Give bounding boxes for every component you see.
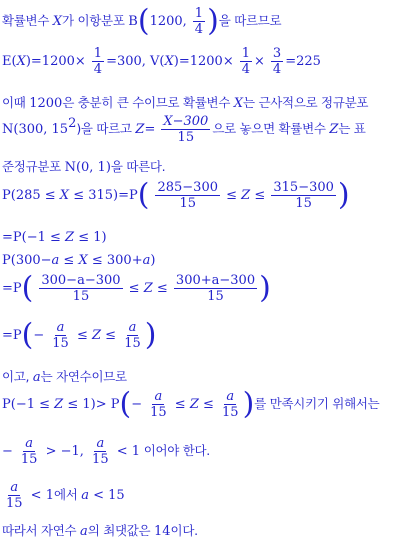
denominator: 15 xyxy=(222,405,239,420)
line-prob-standardized-a xyxy=(2,270,271,306)
text: ≤ 1)> P xyxy=(63,397,120,413)
fraction xyxy=(220,389,241,420)
denominator: 4 xyxy=(93,62,103,77)
line-standardization xyxy=(2,114,366,145)
variable-z: Z xyxy=(143,281,153,297)
variable-z: Z xyxy=(91,328,102,344)
numerator: 1 xyxy=(93,46,103,61)
fraction xyxy=(50,320,71,351)
text: 확률변수 xyxy=(2,13,53,29)
text: 에서 xyxy=(53,487,82,503)
text: 은 충분히 큰 수이므로 확률변수 xyxy=(62,95,234,110)
text: < 15 xyxy=(88,488,125,504)
fraction xyxy=(4,480,25,511)
denominator: 15 xyxy=(179,196,196,211)
numerator: X−300 xyxy=(163,114,209,129)
denominator: 15 xyxy=(92,452,109,467)
fraction xyxy=(148,389,169,420)
text: × xyxy=(254,54,265,70)
text: < 1 xyxy=(112,444,141,460)
fraction xyxy=(90,436,111,467)
denominator: 15 xyxy=(52,336,69,351)
text: 를 만족시키기 위해서는 xyxy=(254,396,380,412)
superscript: 2 xyxy=(68,115,77,131)
text: =P xyxy=(2,281,22,297)
text: ≤ 1) xyxy=(74,230,107,245)
numerator: 300−a−300 xyxy=(41,273,121,288)
numerator: a xyxy=(10,480,19,495)
text: − xyxy=(2,444,13,460)
text: 는 자연수이므로 xyxy=(40,369,127,384)
variable-z: Z xyxy=(329,122,339,138)
denominator: 15 xyxy=(20,452,38,467)
text: ≤ xyxy=(72,328,92,344)
text: N(300, 15 xyxy=(2,122,69,138)
line-a-natural xyxy=(2,367,127,386)
variable-a: a xyxy=(142,253,151,268)
text: ) xyxy=(150,253,156,268)
text: ≤ xyxy=(101,328,121,344)
text: ≤ 315)=P xyxy=(69,188,138,204)
line-a-less-15 xyxy=(2,480,125,511)
left-paren: ( xyxy=(21,317,34,353)
text: ≤ xyxy=(124,281,144,297)
variable-z: Z xyxy=(241,188,251,204)
text: B xyxy=(128,14,138,30)
denominator: 15 xyxy=(295,196,312,211)
text: ≤ xyxy=(152,281,172,297)
left-paren: ( xyxy=(137,177,150,213)
numerator: 1 xyxy=(241,46,250,61)
denominator: 4 xyxy=(194,22,204,37)
numerator: 300+a−300 xyxy=(175,273,256,288)
variable-x: X xyxy=(16,54,26,70)
variable-x: X xyxy=(59,188,70,204)
numerator: 315−300 xyxy=(273,180,334,195)
denominator: 15 xyxy=(124,336,141,351)
variable-z: Z xyxy=(65,230,75,245)
line-prob-a-range xyxy=(2,251,155,269)
denominator: 4 xyxy=(241,62,250,77)
text: 준정규분포 xyxy=(2,159,65,174)
line-inequality-condition xyxy=(2,386,380,422)
fraction xyxy=(92,46,104,77)
fraction xyxy=(193,6,205,37)
fraction xyxy=(240,46,252,77)
line-prob-a-over-15 xyxy=(2,317,157,353)
variable-a: a xyxy=(81,488,89,504)
denominator: 15 xyxy=(177,130,195,145)
text: = xyxy=(144,122,156,138)
numerator: 1 xyxy=(194,6,204,21)
right-paren: ) xyxy=(242,386,255,422)
right-paren: ) xyxy=(207,3,219,39)
text: )을 따르고 xyxy=(76,121,136,137)
denominator: 15 xyxy=(207,289,224,304)
denominator: 15 xyxy=(6,496,23,511)
text: 따라서 자연수 xyxy=(2,523,80,538)
variable-x: X xyxy=(78,253,88,268)
fraction xyxy=(271,46,283,77)
numerator: a xyxy=(56,320,65,335)
text: P(300− xyxy=(2,253,52,268)
text: 는 표 xyxy=(338,121,366,137)
numerator: a xyxy=(25,436,34,451)
text: > −1, xyxy=(41,444,89,460)
text: 으로 놓으면 확률변수 xyxy=(212,121,330,137)
line-prob-285-315 xyxy=(2,177,350,213)
text: 이고, xyxy=(2,369,33,384)
variable-a: a xyxy=(51,253,60,268)
fraction xyxy=(161,114,210,145)
right-paren: ) xyxy=(144,317,157,353)
text: 1200, xyxy=(149,14,187,30)
variable-a: a xyxy=(32,370,41,385)
line-standard-normal xyxy=(2,157,165,176)
numerator: a xyxy=(226,389,235,404)
text: ≤ xyxy=(170,397,190,413)
line-required-conditions xyxy=(2,436,210,467)
text: P(−1 ≤ xyxy=(2,397,55,413)
text: − xyxy=(131,397,143,413)
text: 을 따르므로 xyxy=(218,13,282,29)
text: 이때 xyxy=(2,95,30,110)
fraction xyxy=(271,180,336,211)
numerator: a xyxy=(96,436,105,451)
text: ≤ xyxy=(198,397,219,413)
line-mean-variance xyxy=(2,46,321,77)
denominator: 15 xyxy=(72,289,90,304)
text: ≤ 300+ xyxy=(87,253,143,268)
numerator: 3 xyxy=(272,46,282,61)
text: E( xyxy=(2,54,17,70)
denominator: 4 xyxy=(272,62,282,77)
text: =225 xyxy=(285,54,321,70)
denominator: 15 xyxy=(150,405,167,420)
answer-value: 14 xyxy=(154,524,171,539)
variable-x: X xyxy=(164,54,174,70)
text: 이다. xyxy=(170,523,198,538)
numerator: 285−300 xyxy=(157,180,218,195)
fraction xyxy=(174,273,257,304)
text: 1200 xyxy=(29,96,63,111)
right-paren: ) xyxy=(337,177,350,213)
text: )=1200× xyxy=(25,54,86,70)
line-prob-z-range xyxy=(2,228,107,246)
text: N(0, 1) xyxy=(64,160,111,175)
left-paren: ( xyxy=(21,270,34,306)
text: ≤ xyxy=(222,188,242,204)
variable-z: Z xyxy=(189,397,199,413)
text: − xyxy=(33,328,45,344)
variable-a: a xyxy=(80,524,88,539)
text: < 1 xyxy=(26,488,54,504)
variable-x: X xyxy=(52,14,63,30)
fraction xyxy=(155,180,220,211)
right-paren: ) xyxy=(259,270,271,306)
text: ≤ xyxy=(59,253,79,268)
fraction xyxy=(122,320,143,351)
text: =P xyxy=(2,328,22,344)
fraction xyxy=(39,273,122,304)
variable-z: Z xyxy=(54,397,64,413)
fraction xyxy=(19,436,40,467)
line-binomial-distribution xyxy=(2,3,282,39)
text: ≤ xyxy=(250,188,270,204)
numerator: a xyxy=(128,320,137,335)
text: =300, V( xyxy=(106,54,165,70)
text: )=1200× xyxy=(173,54,234,70)
text: 을 따른다. xyxy=(110,159,166,174)
text: 이어야 한다. xyxy=(140,443,210,459)
line-normal-approx xyxy=(2,93,368,112)
text: =P(−1 ≤ xyxy=(2,230,66,245)
left-paren: ( xyxy=(119,386,132,422)
left-paren: ( xyxy=(137,3,150,39)
text: 가 이항분포 xyxy=(62,13,129,29)
variable-x: X xyxy=(233,96,244,111)
line-conclusion xyxy=(2,521,198,540)
text: P(285 ≤ xyxy=(2,188,60,204)
variable-z: Z xyxy=(135,122,145,138)
numerator: a xyxy=(154,389,163,404)
text: 의 최댓값은 xyxy=(87,523,154,538)
text: 는 근사적으로 정규분포 xyxy=(243,95,369,110)
